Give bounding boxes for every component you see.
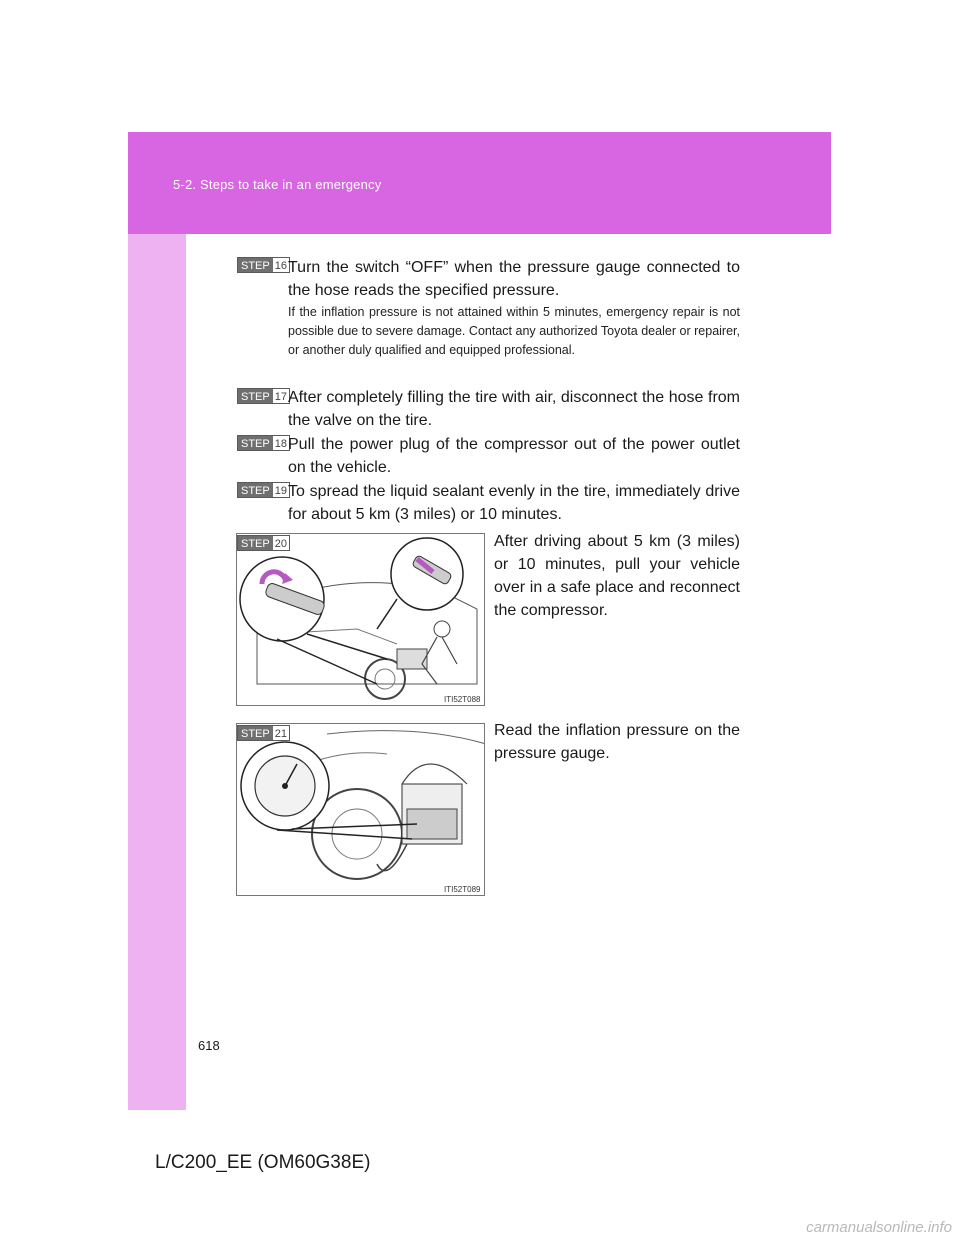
image-code: ITI52T088	[444, 695, 481, 704]
illustration-reconnect-compressor	[236, 533, 485, 706]
page-number: 618	[198, 1038, 220, 1053]
step-badge-19: STEP 19	[237, 482, 290, 498]
step-badge-20: STEP 20	[237, 535, 290, 551]
watermark: carmanualsonline.info	[806, 1219, 952, 1236]
step-16-note: If the inflation pressure is not attained within 5 minutes, emergency repair is not possible due to severe damage. Contact any authorized Toyota dealer or repairer, or another duly qualified and equipped professional.	[288, 305, 740, 357]
step-16-text: Turn the switch “OFF” when the pressure gauge connected to the hose reads the specified pressure.	[288, 259, 740, 299]
image-code: ITI52T089	[444, 885, 481, 894]
step-21-text: Read the inflation pressure on the pressure gauge.	[494, 722, 740, 762]
reconnect-compressor-drawing	[237, 534, 485, 706]
step-19-text: To spread the liquid sealant evenly in the tire, immediately drive for about 5 km (3 miles) or 10 minutes.	[288, 483, 740, 523]
step-20-text: After driving about 5 km (3 miles) or 10 minutes, pull your vehicle over in a safe place and reconnect the compressor.	[494, 533, 740, 619]
illustration-pressure-gauge	[236, 723, 485, 896]
step-badge-17: STEP 17	[237, 388, 290, 404]
step-18-text: Pull the power plug of the compressor out of the power outlet on the vehicle.	[288, 436, 740, 476]
step-badge-16: STEP 16	[237, 257, 290, 273]
pressure-gauge-drawing	[237, 724, 485, 896]
section-title: 5-2. Steps to take in an emergency	[173, 177, 382, 192]
document-code: L/C200_EE (OM60G38E)	[155, 1152, 371, 1173]
side-margin-strip	[128, 234, 186, 1110]
step-badge-18: STEP 18	[237, 435, 290, 451]
step-badge-21: STEP 21	[237, 725, 290, 741]
step-17-text: After completely filling the tire with air, disconnect the hose from the valve on the tire.	[288, 389, 740, 429]
